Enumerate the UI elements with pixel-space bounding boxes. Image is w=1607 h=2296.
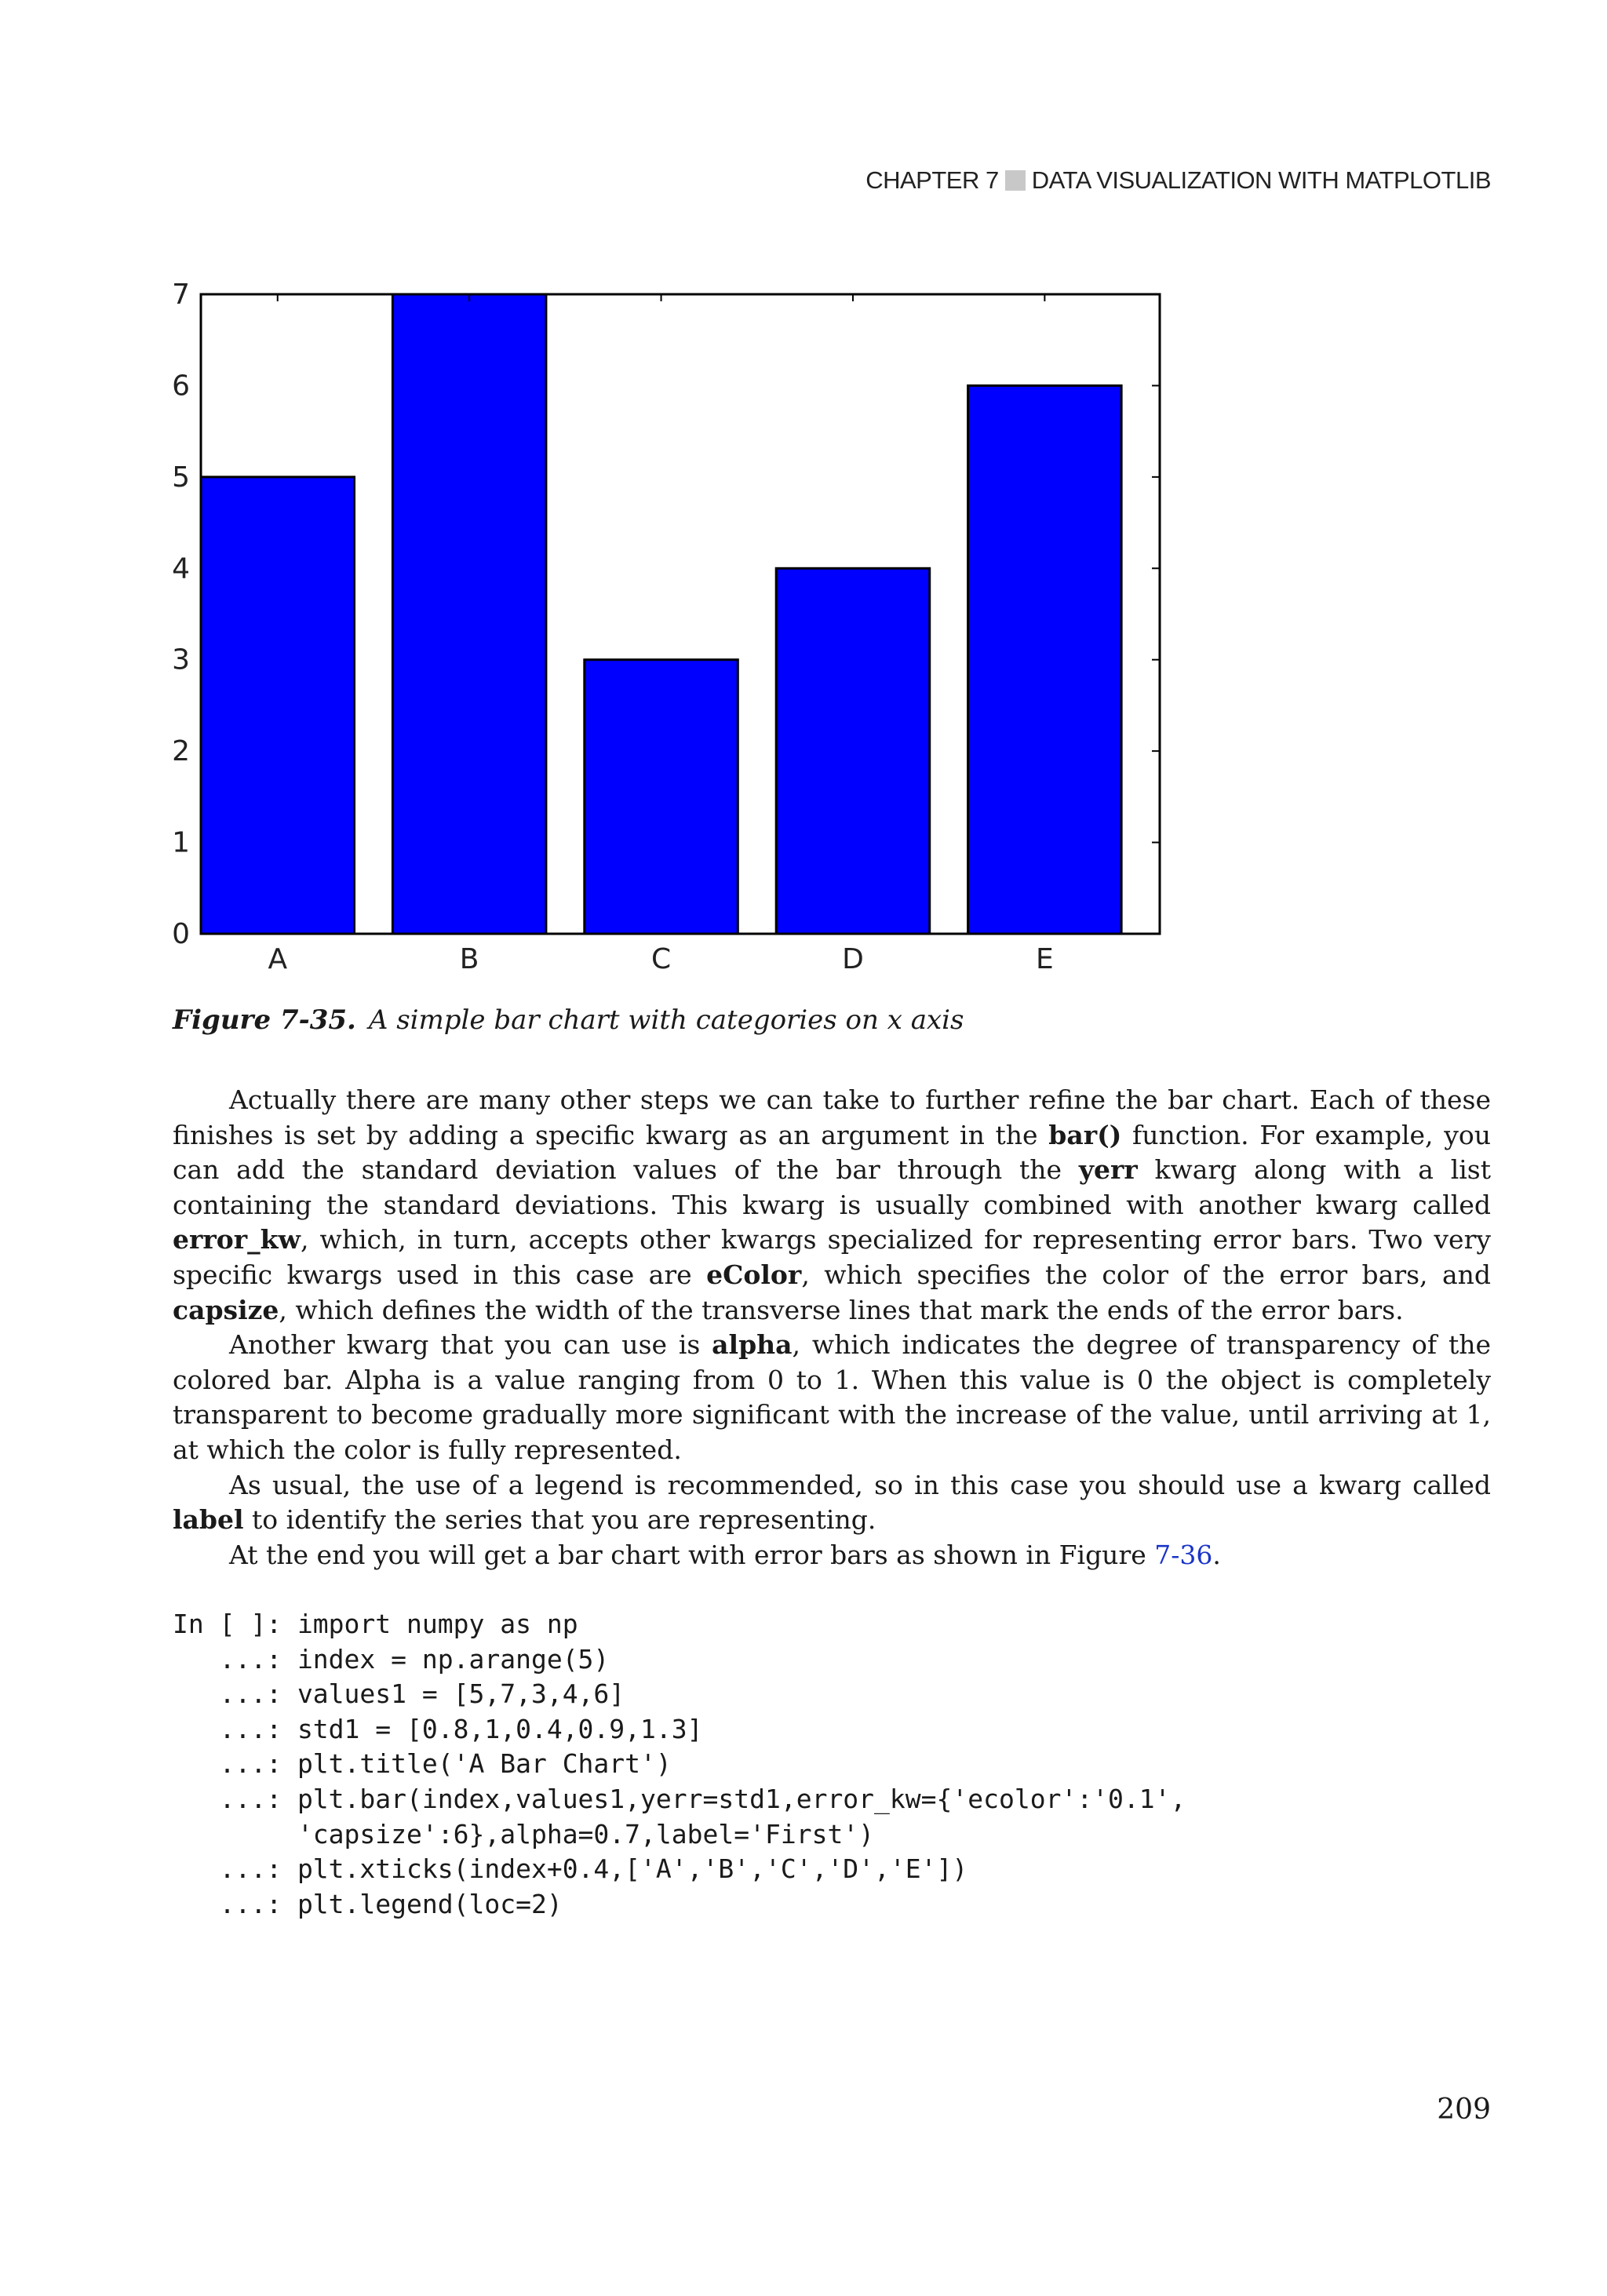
x-tick-label: A xyxy=(268,943,288,975)
x-tick-label: C xyxy=(650,943,672,975)
bold-term: label xyxy=(173,1504,244,1536)
page-number: 209 xyxy=(1437,2094,1491,2126)
text-run: , which defines the width of the transverse lines that mark the ends of the error bars. xyxy=(279,1294,1404,1325)
paragraph-1 xyxy=(173,1083,1491,1328)
y-tick-label: 0 xyxy=(172,918,190,950)
y-tick-label: 7 xyxy=(172,279,190,311)
y-tick-label: 3 xyxy=(172,643,190,676)
text-run: to identify the series that you are representing. xyxy=(243,1504,876,1536)
running-header xyxy=(865,166,1491,195)
bar-B xyxy=(392,294,546,934)
y-tick-label: 1 xyxy=(172,826,190,859)
chapter-title: DATA VISUALIZATION WITH MATPLOTLIB xyxy=(1031,166,1491,194)
paragraph-4 xyxy=(173,1538,1491,1573)
bar-C xyxy=(585,660,738,934)
bold-term: eColor xyxy=(706,1259,802,1290)
bold-term: error_kw xyxy=(173,1224,301,1256)
text-run: Actually there are many other steps we can take to further refine the bar chart. Each of these finishes is set by adding a specific kwarg as an argument in the xyxy=(173,1084,1491,1150)
bar-D xyxy=(776,568,930,934)
bar-E xyxy=(968,385,1122,934)
text-run: , which, in turn, accepts other kwargs specialized for representing error bars. Two very specific kwargs used in this case are xyxy=(173,1224,1491,1290)
figure-caption-text: A simple bar chart with categories on x axis xyxy=(368,1004,964,1036)
y-tick-label: 6 xyxy=(172,370,190,403)
text-run: , which indicates the degree of transparency of the colored bar. Alpha is a value ranging from 0 to 1. When this value is 0 the object is completely transparent to become gradually more significant with the increase of the value, until arriving at 1, at which the color is fully represented. xyxy=(173,1329,1491,1465)
y-tick-label: 4 xyxy=(172,552,190,585)
text-run: Another kwarg that you can use is xyxy=(229,1329,712,1361)
bold-term: yerr xyxy=(1078,1154,1138,1186)
x-tick-label: B xyxy=(459,943,479,975)
paragraph-2 xyxy=(173,1328,1491,1467)
figure-caption xyxy=(173,1004,964,1036)
x-tick-label: D xyxy=(842,943,864,975)
code-block: In [ ]: import numpy as np ...: index = np.arange(5) ...: values1 = [5,7,3,4,6] ...: std1 = [0.8,1,0.4,0.9,1.3] ...: plt.title('A Bar Chart') ...: plt.bar(index,values1,yerr=std1,error_kw={'ecolor':'0.1', 'capsize':6},alpha=0.7,label='First') ...: plt.xticks(index+0.4,['A','B','C','D','E']) ...: plt.legend(loc=2) xyxy=(173,1609,1186,1919)
text-run: , which specifies the color of the error bars, and xyxy=(801,1259,1491,1290)
text-run: function. For example, you can add the standard deviation values of the bar through the xyxy=(173,1119,1491,1186)
bold-term: capsize xyxy=(173,1294,279,1325)
y-tick-label: 5 xyxy=(172,461,190,494)
x-tick-label: E xyxy=(1035,943,1054,975)
bar-chart xyxy=(157,251,1169,981)
text-run: As usual, the use of a legend is recommended, so in this case you should use a kwarg called xyxy=(229,1469,1491,1500)
figure-label: Figure 7-35. xyxy=(173,1004,356,1036)
y-tick-label: 2 xyxy=(172,735,190,768)
header-square-icon xyxy=(1005,170,1026,191)
bold-term: alpha xyxy=(712,1329,793,1361)
bar-A xyxy=(201,477,355,934)
text-run: kwarg along with a list containing the standard deviations. This kwarg is usually combined with another kwarg called xyxy=(173,1154,1491,1220)
bold-term: bar() xyxy=(1048,1119,1122,1150)
figure-link[interactable]: 7-36 xyxy=(1154,1539,1213,1570)
text-run: . xyxy=(1212,1539,1221,1570)
text-run: At the end you will get a bar chart with error bars as shown in Figure xyxy=(229,1539,1155,1570)
chapter-label: CHAPTER 7 xyxy=(865,166,999,194)
paragraph-3 xyxy=(173,1468,1491,1538)
body-text xyxy=(173,1083,1491,1573)
